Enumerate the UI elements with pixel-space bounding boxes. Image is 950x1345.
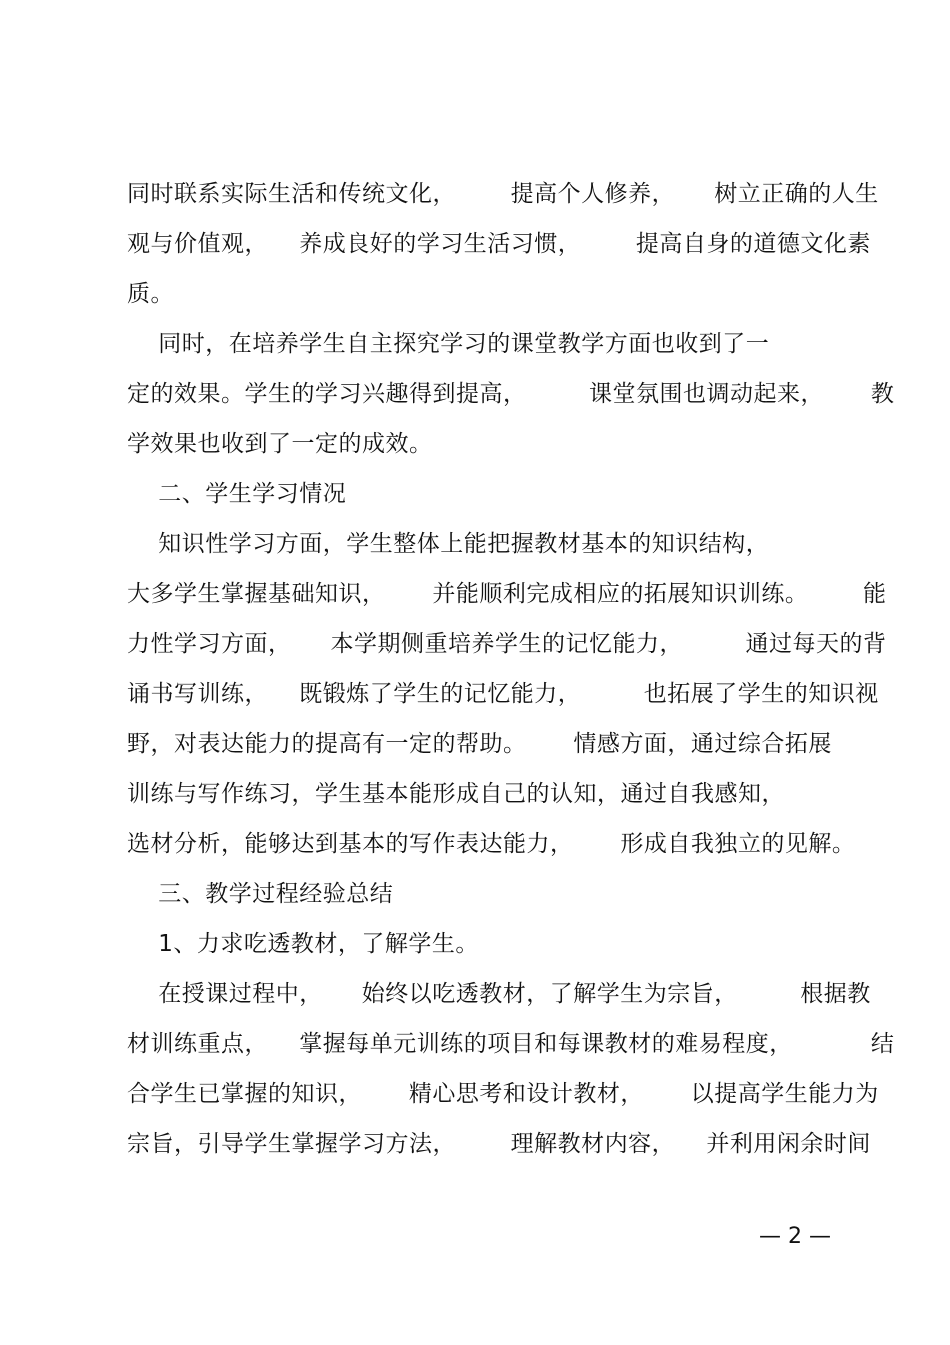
- text-line: 宗旨，引导学生掌握学习方法， 理解教材内容， 并利用闲余时间: [127, 1131, 871, 1157]
- text-line: 训练与写作练习，学生基本能形成自己的认知，通过自我感知，: [127, 781, 785, 807]
- text-line: 在授课过程中， 始终以吃透教材，了解学生为宗旨， 根据教: [127, 981, 871, 1007]
- text-line: 选材分析，能够达到基本的写作表达能力， 形成自我独立的见解。: [127, 831, 856, 857]
- subsection-heading: 1、力求吃透教材，了解学生。: [127, 931, 479, 957]
- section-heading: 三、教学过程经验总结: [127, 881, 394, 907]
- section-heading: 二、学生学习情况: [127, 481, 347, 507]
- text-line: 材训练重点， 掌握每单元训练的项目和每课教材的难易程度， 结: [127, 1031, 895, 1057]
- text-line: 同时联系实际生活和传统文化， 提高个人修养， 树立正确的人生: [127, 181, 879, 207]
- text-line: 力性学习方面， 本学期侧重培养学生的记忆能力， 通过每天的背: [127, 631, 887, 657]
- text-line: 学效果也收到了一定的成效。: [127, 431, 433, 457]
- text-line: 诵书写训练， 既锻炼了学生的记忆能力， 也拓展了学生的知识视: [127, 681, 879, 707]
- text-line: 野，对表达能力的提高有一定的帮助。 情感方面，通过综合拓展: [127, 731, 832, 757]
- text-line: 知识性学习方面，学生整体上能把握教材基本的知识结构，: [127, 531, 770, 557]
- text-line: 观与价值观， 养成良好的学习生活习惯， 提高自身的道德文化素: [127, 231, 871, 257]
- text-line: 合学生已掌握的知识， 精心思考和设计教材， 以提高学生能力为: [127, 1081, 879, 1107]
- text-line: 大多学生掌握基础知识， 并能顺利完成相应的拓展知识训练。 能: [127, 581, 887, 607]
- text-line: 质。: [127, 281, 174, 307]
- text-line: 同时，在培养学生自主探究学习的课堂教学方面也收到了一: [127, 331, 770, 357]
- text-line: 定的效果。学生的学习兴趣得到提高， 课堂氛围也调动起来， 教: [127, 381, 895, 407]
- page-number: — 2 —: [759, 1224, 831, 1249]
